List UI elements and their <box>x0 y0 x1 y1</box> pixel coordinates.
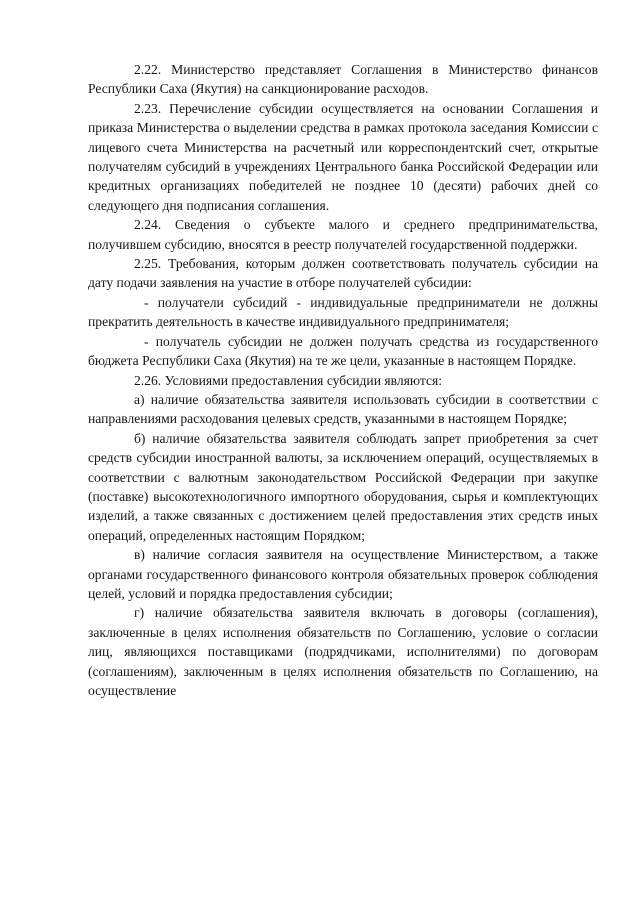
paragraph-2-22: 2.22. Министерство представляет Соглашения в Министерство финансов Республики Саха (Якутия) на санкционирование расходов. <box>88 62 598 97</box>
paragraph-2-24: 2.24. Сведения о субъекте малого и среднего предпринимательства, получившем субсидию, вносятся в реестр получателей государственной поддержки. <box>88 217 598 252</box>
list-item-g: г) наличие обязательства заявителя включать в договоры (соглашения), заключенные в целях исполнения обязательств по Соглашению, условие о согласии лиц, являющихся поставщиками (подрядчиками, исполнителями) по договорам (соглашениям), заключенным в целях исполнения обязательств по Соглашению, на осуществление <box>88 605 598 698</box>
paragraph-2-23: 2.23. Перечисление субсидии осуществляется на основании Соглашения и приказа Министерства о выделении средства в рамках протокола заседания Комиссии с лицевого счета Министерства на расчетный или корреспондентский счет, открытые получателям субсидий в учреждениях Центрального банка Российской Федерации или кредитных организациях победителей не позднее 10 (десяти) рабочих дней со следующего дня подписания соглашения. <box>88 100 598 213</box>
document-body <box>88 60 598 700</box>
paragraph-2-25: 2.25. Требования, которым должен соответствовать получатель субсидии на дату подачи заявления на участие в отборе получателей субсидии: <box>88 256 598 291</box>
list-item-a: а) наличие обязательства заявителя использовать субсидии в соответствии с направлениями расходования целевых средств, указанными в настоящем Порядке; <box>88 391 598 427</box>
list-item-dash-2: - получатель субсидии не должен получать средства из государственного бюджета Республики Саха (Якутия) на те же цели, указанные в настоящем Порядке. <box>88 333 598 369</box>
paragraph-2-26: 2.26. Условиями предоставления субсидии являются: <box>134 372 443 388</box>
list-item-b: б) наличие обязательства заявителя соблюдать запрет приобретения за счет средств субсидии иностранной валюты, за исключением операций, осуществляемых в соответствии с валютным законодательством Российской Федерации при закупке (поставке) высокотехнологичного импортного оборудования, сырья и комплектующих изделий, а также связанных с достижением целей предоставления этих средств иных операций, определенных настоящим Порядком; <box>88 430 598 543</box>
list-item-dash-1: - получатели субсидий - индивидуальные предприниматели не должны прекратить деятельность в качестве индивидуального предпринимателя; <box>88 294 598 330</box>
list-item-v: в) наличие согласия заявителя на осуществление Министерством, а также органами государственного финансового контроля обязательных проверок соблюдения целей, условий и порядка предоставления субсидии; <box>88 547 598 601</box>
